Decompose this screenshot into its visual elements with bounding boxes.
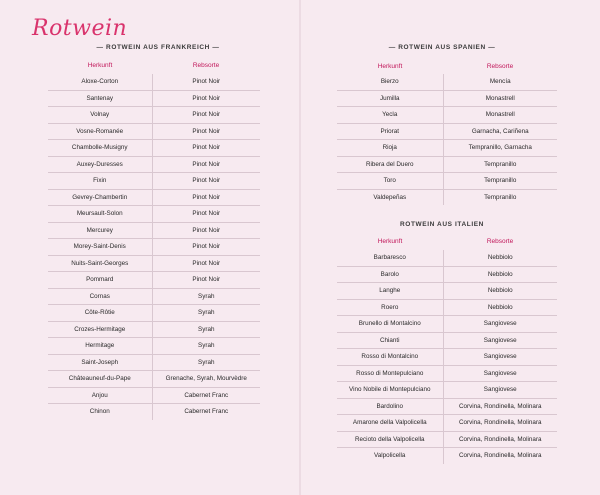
origin-cell: Mercurey — [48, 222, 152, 239]
origin-cell: Rosso di Montalcino — [337, 349, 443, 366]
table-row — [48, 387, 260, 404]
origin-cell: Santenay — [48, 90, 152, 107]
table-row — [48, 156, 260, 173]
grape-cell: Pinot Noir — [152, 272, 260, 289]
table-row — [337, 332, 557, 349]
origin-cell: Langhe — [337, 283, 443, 300]
col-head-grape-spain: Rebsorte — [486, 63, 514, 70]
grape-cell: Nebbiolo — [443, 283, 557, 300]
table-row — [337, 415, 557, 432]
grape-cell: Sangiovese — [443, 316, 557, 333]
page-title: Rotwein — [32, 16, 128, 41]
table-row — [48, 189, 260, 206]
table-row — [48, 173, 260, 190]
origin-cell: Hermitage — [48, 338, 152, 355]
origin-cell: Vosne-Romanée — [48, 123, 152, 140]
origin-cell: Recioto della Valpolicella — [337, 431, 443, 448]
col-head-grape-italy: Rebsorte — [486, 238, 514, 245]
origin-cell: Saint-Joseph — [48, 354, 152, 371]
italy-wine-table — [337, 250, 557, 464]
table-row — [48, 222, 260, 239]
table-row — [337, 266, 557, 283]
grape-cell: Pinot Noir — [152, 156, 260, 173]
origin-cell: Meursault-Solon — [48, 206, 152, 223]
grape-cell: Cabernet Franc — [152, 387, 260, 404]
grape-cell: Syrah — [152, 321, 260, 338]
grape-cell: Pinot Noir — [152, 222, 260, 239]
origin-cell: Nuits-Saint-Georges — [48, 255, 152, 272]
table-row — [337, 349, 557, 366]
table-row — [48, 338, 260, 355]
origin-cell: Valdepeñas — [337, 189, 443, 205]
origin-cell: Aloxe-Corton — [48, 74, 152, 90]
table-row — [337, 365, 557, 382]
origin-cell: Bardolino — [337, 398, 443, 415]
grape-cell: Sangiovese — [443, 332, 557, 349]
grape-cell: Cabernet Franc — [184, 408, 229, 416]
grape-cell: Monastrell — [443, 90, 557, 107]
spain-wine-table — [337, 74, 557, 205]
origin-cell: Jumilla — [337, 90, 443, 107]
table-row — [337, 156, 557, 173]
section-title-spain: — ROTWEIN AUS SPANIEN — — [388, 44, 496, 51]
col-head-grape-france: Rebsorte — [192, 62, 220, 69]
table-row — [48, 371, 260, 388]
grape-cell: Pinot Noir — [152, 90, 260, 107]
origin-cell: Valpolicella — [337, 448, 443, 464]
grape-cell: Tempranillo — [443, 156, 557, 173]
grape-cell: Pinot Noir — [152, 206, 260, 223]
grape-cell: Pinot Noir — [152, 74, 260, 90]
origin-cell: Auxey-Duresses — [48, 156, 152, 173]
grape-cell: Nebbiolo — [443, 266, 557, 283]
grape-cell: Pinot Noir — [152, 255, 260, 272]
grape-cell: Pinot Noir — [152, 239, 260, 256]
grape-cell: Tempranillo — [484, 193, 517, 201]
section-title-italy: ROTWEIN AUS ITALIEN — [400, 221, 484, 228]
origin-cell: Rosso di Montepulciano — [337, 365, 443, 382]
grape-cell: Garnacha, Cariñena — [443, 123, 557, 140]
table-row — [48, 140, 260, 157]
grape-cell: Tempranillo — [443, 173, 557, 190]
table-row — [48, 305, 260, 322]
grape-cell: Pinot Noir — [152, 189, 260, 206]
grape-cell: Pinot Noir — [152, 140, 260, 157]
origin-cell: Cornas — [48, 288, 152, 305]
table-row — [337, 140, 557, 157]
origin-cell: Chambolle-Musigny — [48, 140, 152, 157]
origin-cell: Pommard — [48, 272, 152, 289]
grape-cell: Nebbiolo — [443, 250, 557, 266]
grape-cell: Tempranillo, Garnacha — [443, 140, 557, 157]
grape-cell: Syrah — [152, 305, 260, 322]
table-row — [48, 239, 260, 256]
origin-cell: Côte-Rôtie — [48, 305, 152, 322]
origin-cell: Vino Nobile di Montepulciano — [337, 382, 443, 399]
origin-cell: Ribera del Duero — [337, 156, 443, 173]
table-row — [337, 431, 557, 448]
col-head-origin-italy: Herkunft — [377, 238, 403, 245]
table-row — [48, 206, 260, 223]
table-row — [337, 107, 557, 124]
grape-cell: Syrah — [152, 288, 260, 305]
grape-cell: Monastrell — [443, 107, 557, 124]
table-row — [337, 74, 557, 90]
origin-cell: Morey-Saint-Denis — [48, 239, 152, 256]
origin-cell: Rioja — [337, 140, 443, 157]
origin-cell: Gevrey-Chambertin — [48, 189, 152, 206]
table-row — [337, 250, 557, 266]
table-row — [337, 90, 557, 107]
table-row — [48, 74, 260, 90]
grape-cell: Nebbiolo — [443, 299, 557, 316]
origin-cell: Barolo — [337, 266, 443, 283]
table-row — [337, 189, 557, 205]
origin-cell: Chinon — [48, 404, 152, 420]
grape-cell: Syrah — [152, 338, 260, 355]
table-row — [48, 288, 260, 305]
table-row — [337, 283, 557, 300]
origin-cell: Roero — [337, 299, 443, 316]
grape-cell: Grenache, Syrah, Mourvèdre — [152, 371, 260, 388]
france-wine-table — [48, 74, 260, 420]
grape-cell: Corvina, Rondinella, Molinara — [443, 431, 557, 448]
origin-cell: Chianti — [337, 332, 443, 349]
origin-cell: Bierzo — [337, 74, 443, 90]
origin-cell: Anjou — [48, 387, 152, 404]
origin-cell: Priorat — [337, 123, 443, 140]
origin-cell: Fixin — [48, 173, 152, 190]
origin-cell: Crozes-Hermitage — [48, 321, 152, 338]
origin-cell: Toro — [337, 173, 443, 190]
table-row — [337, 173, 557, 190]
table-row — [48, 321, 260, 338]
grape-cell: Pinot Noir — [152, 173, 260, 190]
origin-cell: Brunello di Montalcino — [337, 316, 443, 333]
table-row — [337, 448, 557, 464]
table-row — [48, 354, 260, 371]
table-row — [48, 107, 260, 124]
table-row — [337, 398, 557, 415]
origin-cell: Amarone della Valpolicella — [337, 415, 443, 432]
table-row — [48, 123, 260, 140]
table-row — [337, 316, 557, 333]
table-row — [337, 123, 557, 140]
col-head-origin-france: Herkunft — [87, 62, 113, 69]
grape-cell: Syrah — [152, 354, 260, 371]
table-row — [48, 404, 260, 420]
origin-cell: Volnay — [48, 107, 152, 124]
table-row — [337, 382, 557, 399]
grape-cell: Sangiovese — [443, 349, 557, 366]
section-title-france: — ROTWEIN AUS FRANKREICH — — [96, 44, 220, 51]
grape-cell: Corvina, Rondinella, Molinara — [443, 398, 557, 415]
grape-cell: Mencía — [443, 74, 557, 90]
grape-cell: Pinot Noir — [152, 123, 260, 140]
table-row — [48, 272, 260, 289]
grape-cell: Sangiovese — [443, 382, 557, 399]
origin-cell: Barbaresco — [337, 250, 443, 266]
table-row — [48, 255, 260, 272]
origin-cell: Yecla — [337, 107, 443, 124]
grape-cell: Pinot Noir — [152, 107, 260, 124]
table-row — [48, 90, 260, 107]
grape-cell: Sangiovese — [443, 365, 557, 382]
table-row — [337, 299, 557, 316]
col-head-origin-spain: Herkunft — [377, 63, 403, 70]
origin-cell: Châteauneuf-du-Pape — [48, 371, 152, 388]
grape-cell: Corvina, Rondinella, Molinara — [458, 452, 542, 460]
grape-cell: Corvina, Rondinella, Molinara — [443, 415, 557, 432]
